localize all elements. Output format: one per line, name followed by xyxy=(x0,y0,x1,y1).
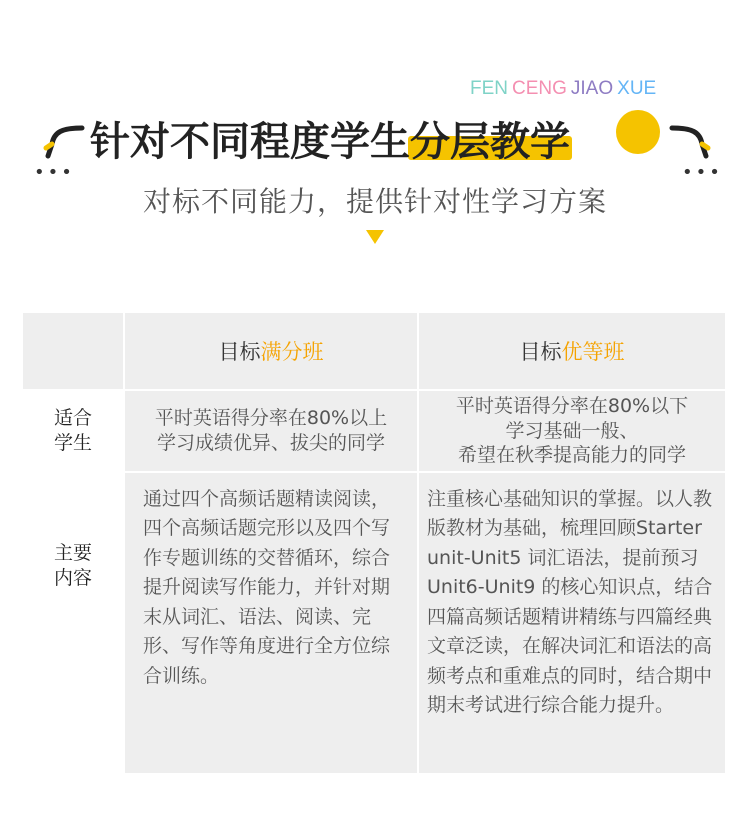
en-word-jiao: JIAO xyxy=(570,78,614,99)
page-title xyxy=(90,110,570,167)
english-title xyxy=(470,78,660,100)
class-comparison-table xyxy=(23,313,725,773)
content-excellent: 注重核心基础知识的掌握。以人教版教材为基础，梳理回顾Starter unit-Unit5 词汇语法，提前预习 Unit6-Unit9 的核心知识点，结合四篇高频话题精讲精练与四篇经典文章泛读，在解决词汇和语法的高频考点和重难点的同时，结合期中期末考试进行综合能力提升。 xyxy=(417,471,725,773)
col2-accent: 优等班 xyxy=(561,340,625,364)
en-word-fen: FEN xyxy=(470,78,508,99)
main-title-area xyxy=(0,104,750,183)
header-col-excellent xyxy=(417,313,725,389)
title-highlight: 分层教学 xyxy=(410,119,570,165)
header-col-full-score xyxy=(123,313,417,389)
content-full-score: 通过四个高频话题精读阅读，四个高频话题完形以及四个写作专题训练的交替循环，综合提升阅读写作能力，并针对期末从词汇、语法、阅读、完形、写作等角度进行全方位综合训练。 xyxy=(123,471,417,773)
highlight-circle xyxy=(616,110,660,154)
down-arrow-icon xyxy=(366,230,384,244)
col1-accent: 满分班 xyxy=(260,340,324,364)
suitable-excellent: 平时英语得分率在80%以下 学习基础一般、 希望在秋季提高能力的同学 xyxy=(417,389,725,471)
right-dots: ••• xyxy=(682,162,723,183)
right-bracket-icon xyxy=(668,124,712,164)
col2-prefix: 目标 xyxy=(519,340,562,364)
left-bracket-icon xyxy=(42,124,86,164)
en-word-xue: XUE xyxy=(617,78,657,99)
row-label-suitable: 适合 学生 xyxy=(23,389,123,471)
corner-cell xyxy=(23,313,123,389)
title-main: 针对不同程度学生 xyxy=(90,119,410,165)
left-dots: ••• xyxy=(34,162,75,183)
subtitle: 对标不同能力，提供针对性学习方案 xyxy=(142,185,607,218)
en-word-ceng: CENG xyxy=(512,78,567,99)
suitable-full-score: 平时英语得分率在80%以上 学习成绩优异、拔尖的同学 xyxy=(123,389,417,471)
row-label-content: 主要 内容 xyxy=(23,471,123,773)
col1-prefix: 目标 xyxy=(218,340,261,364)
